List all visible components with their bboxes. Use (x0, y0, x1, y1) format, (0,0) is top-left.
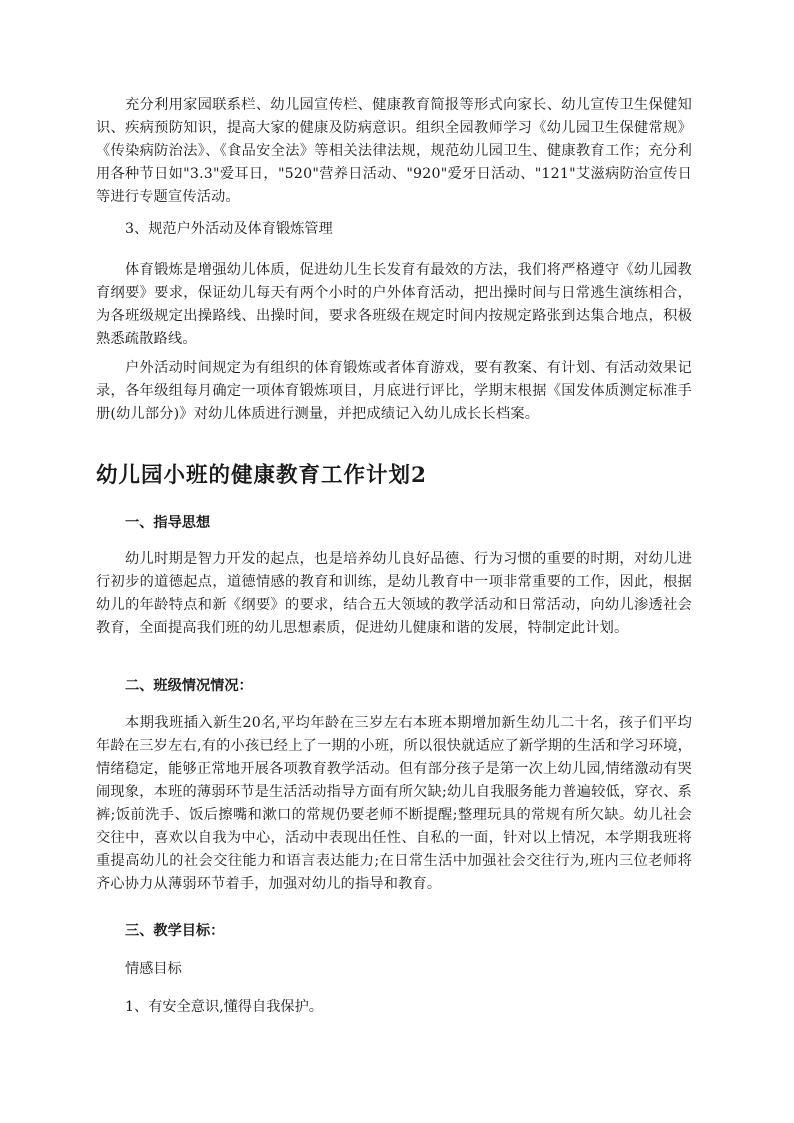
section-outdoor-activity-title: 3、规范户外活动及体育锻炼管理 (125, 221, 333, 237)
paragraph-health-promotion: 充分利用家园联系栏、幼儿园宣传栏、健康教育简报等形式向家长、幼儿宣传卫生保健知识、疾病预防知识，提高大家的健康及防病意识。组织全园教师学习《幼儿园卫生保健常规》《传染病防治法》、《食品安全法》等相关法律法规，规范幼儿园卫生、健康教育工作；充分利用各种节日如"3.3"爱耳日，"520"营养日活动、"920"爱牙日活动、"121"艾滋病防治宣传日等进行专题宣传活动。 (96, 97, 692, 205)
paragraph-class-situation: 本期我班插入新生20名,平均年龄在三岁左右本班本期增加新生幼儿二十名，孩子们平均年龄在三岁左右,有的小孩已经上了一期的小班，所以很快就适应了新学期的生活和学习环境，情绪稳定，能够正常地开展各项教育教学活动。但有部分孩子是第一次上幼儿园,情绪激动有哭闹现象，本班的薄弱环节是生活活动指导方面有所欠缺;幼儿自我服务能力普遍较低，穿衣、系裤;饭前洗手、饭后擦嘴和漱口的常规仍要老师不断提醒;整理玩具的常规有所欠缺。幼儿社会交往中，喜欢以自我为中心，活动中表现出任性、自私的一面，针对以上情况，本学期我班将重提高幼儿的社会交往能力和语言表达能力;在日常生活中加强社会交往行为,班内三位老师将齐心协力从薄弱环节着手，加强对幼儿的指导和教育。 (96, 715, 692, 892)
paragraph-guiding-ideology: 幼儿时期是智力开发的起点，也是培养幼儿良好品德、行为习惯的重要的时期，对幼儿进行初步的道德起点，道德情感的教育和训练，是幼儿教育中一项非常重要的工作，因此，根据幼儿的年龄特点和新《纲要》的要求，结合五大领域的教学活动和日常活动，向幼儿渗透社会教育，全面提高我们班的幼儿思想素质，促进幼儿健康和谐的发展，特制定此计划。 (96, 551, 692, 636)
section-guiding-ideology-heading: 一、指导思想 (125, 515, 211, 531)
section-teaching-goals-heading: 三、教学目标： (125, 923, 225, 939)
document-title: 幼儿园小班的健康教育工作计划2 (96, 463, 427, 488)
paragraph-physical-exercise: 体育锻炼是增强幼儿体质，促进幼儿生长发育有最效的方法，我们将严格遵守《幼儿园教育纲要》要求，保证幼儿每天有两个小时的户外体育活动，把出操时间与日常逃生演练相合，为各班级规定出操路线、出操时间，要求各班级在规定时间内按规定路张到达集合地点，积极熟悉疏散路线。 (96, 262, 692, 347)
paragraph-outdoor-activity: 户外活动时间规定为有组织的体育锻炼或者体育游戏，要有教案、有计划、有活动效果记录，各年级组每月确定一项体育锻炼项目，月底进行评比，学期末根据《国发体质测定标准手册(幼儿部分)》对幼儿体质进行测量，并把成绩记入幼儿成长长档案。 (96, 360, 692, 422)
section-class-situation-heading: 二、班级情况情况： (125, 678, 253, 694)
emotional-goals-subheading: 情感目标 (125, 961, 182, 977)
goal-item-1: 1、有安全意识,懂得自我保护。 (125, 999, 323, 1015)
